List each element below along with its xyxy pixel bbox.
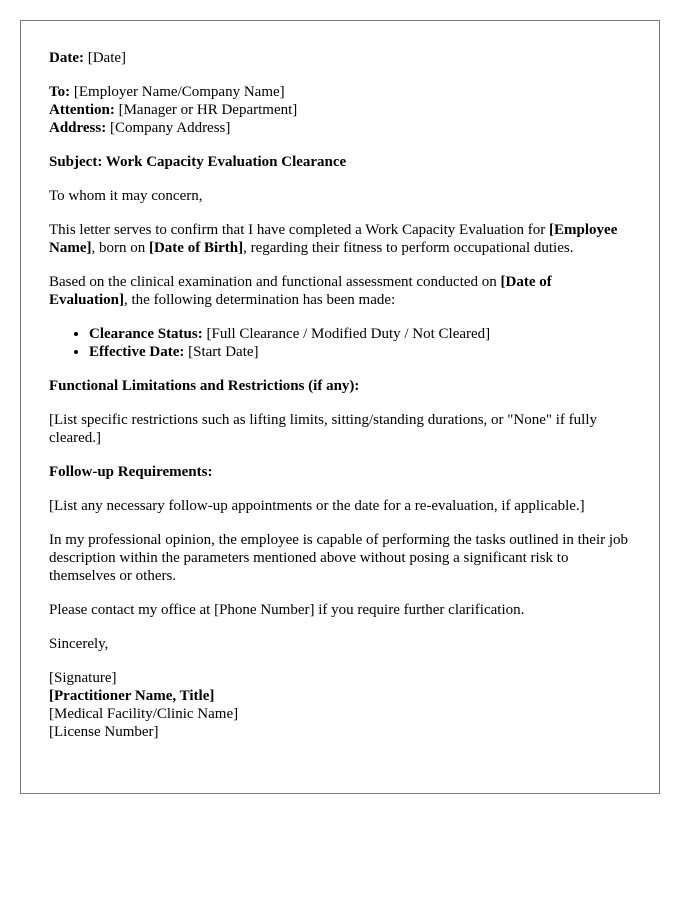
contact-paragraph: Please contact my office at [Phone Number] if you require further clarification.	[49, 602, 525, 618]
date-line	[49, 49, 631, 67]
closing: Sincerely,	[49, 636, 109, 652]
intro-text-2: , born on	[91, 240, 146, 256]
limitations-text: [List specific restrictions such as lifting limits, sitting/standing durations, or "None" if fully cleared.]	[49, 412, 598, 446]
date-of-birth: [Date of Birth]	[148, 240, 244, 256]
attention-line	[49, 101, 631, 119]
limitations-heading: Functional Limitations and Restrictions (if any):	[49, 378, 360, 394]
signature-line: [Signature]	[49, 670, 117, 686]
recipient-block	[49, 83, 631, 137]
to-value: [Employer Name/Company Name]	[73, 84, 285, 100]
to-label: To:	[49, 84, 71, 100]
intro-paragraph	[49, 221, 631, 257]
address-line	[49, 119, 631, 137]
employee-name: [Employee Name]	[49, 222, 618, 256]
address-label: Address:	[49, 120, 107, 136]
opinion-paragraph: In my professional opinion, the employee is capable of performing the tasks outlined in their job description within the parameters mentioned above without posing a significant risk to themselves or others.	[49, 532, 629, 584]
followup-text: [List any necessary follow-up appointments or the date for a re-evaluation, if applicable.]	[49, 498, 585, 514]
list-item	[89, 343, 631, 361]
signature-block	[49, 669, 631, 741]
determination-text-2: , the following determination has been made:	[124, 292, 396, 308]
attention-value: [Manager or HR Department]	[118, 102, 298, 118]
date-value: [Date]	[87, 50, 127, 66]
intro-text-3: , regarding their fitness to perform occupational duties.	[243, 240, 574, 256]
address-value: [Company Address]	[109, 120, 231, 136]
subject-line: Subject: Work Capacity Evaluation Clearance	[49, 154, 347, 170]
facility-name: [Medical Facility/Clinic Name]	[49, 706, 239, 722]
followup-heading: Follow-up Requirements:	[49, 464, 213, 480]
letter-document	[20, 20, 660, 794]
determination-list	[49, 325, 631, 361]
attention-label: Attention:	[49, 102, 115, 118]
effective-date-label: Effective Date:	[89, 344, 185, 360]
effective-date-value: [Start Date]	[188, 344, 259, 360]
clearance-status-value: [Full Clearance / Modified Duty / Not Cleared]	[206, 326, 491, 342]
practitioner-name: [Practitioner Name, Title]	[49, 688, 215, 704]
determination-text-1: Based on the clinical examination and functional assessment conducted on	[49, 274, 497, 290]
intro-text-1: This letter serves to confirm that I have completed a Work Capacity Evaluation for	[49, 222, 546, 238]
list-item	[89, 325, 631, 343]
date-label: Date:	[49, 50, 84, 66]
salutation: To whom it may concern,	[49, 188, 203, 204]
evaluation-date: [Date of Evaluation]	[49, 274, 552, 308]
clearance-status-label: Clearance Status:	[89, 326, 203, 342]
determination-paragraph	[49, 273, 631, 309]
license-number: [License Number]	[49, 724, 159, 740]
to-line	[49, 83, 631, 101]
